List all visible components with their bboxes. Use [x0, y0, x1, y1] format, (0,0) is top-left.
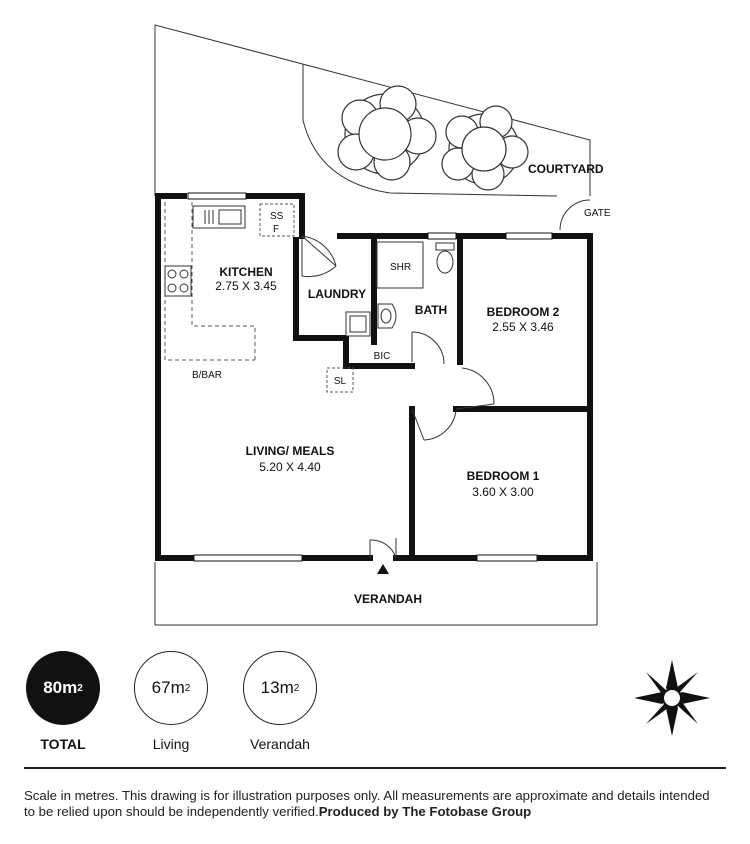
living-area-sup: 2: [184, 682, 191, 694]
toilet-icon: [436, 243, 454, 273]
verandah-label: VERANDAH: [353, 592, 423, 606]
laundry-label: LAUNDRY: [307, 287, 367, 301]
f-label: F: [273, 224, 280, 235]
bedroom2-label: BEDROOM 2: [486, 305, 560, 319]
sink-icon: [193, 206, 245, 228]
disclaimer: [24, 788, 724, 820]
bedroom1-label: BEDROOM 1: [466, 469, 540, 483]
total-area-sup: 2: [77, 682, 83, 694]
bedroom1-dims: 3.60 X 3.00: [472, 485, 534, 499]
cooktop-icon: [165, 266, 191, 296]
washing-machine-icon: [346, 312, 370, 336]
bbar-label: B/BAR: [191, 370, 223, 381]
shr-label: SHR: [390, 262, 412, 273]
tree-icon: [338, 86, 436, 180]
vanity-icon: [378, 304, 396, 328]
total-area-label: TOTAL: [40, 736, 86, 752]
sl-label: SL: [333, 376, 347, 387]
living-area-value: 67m: [151, 678, 185, 697]
window: [188, 193, 552, 561]
divider: [24, 767, 726, 769]
living-label: LIVING/ MEALS: [245, 444, 335, 458]
entry-arrow-icon: [377, 564, 389, 574]
verandah-area-label: Verandah: [250, 736, 310, 752]
total-area-value: 80m: [43, 678, 78, 697]
disclaimer-text: Scale in metres. This drawing is for illustration purposes only. All measurements are approximate and details intended to be relied upon should be independently verified.: [24, 788, 710, 819]
verandah-area-value: 13m: [260, 678, 294, 697]
verandah-area-circle: [243, 651, 317, 725]
verandah-area-sup: 2: [293, 682, 300, 694]
bic-label: BIC: [373, 351, 391, 362]
courtyard-label: COURTYARD: [528, 162, 604, 176]
gate-label: GATE: [584, 208, 611, 219]
produced-by: Produced by: [318, 804, 399, 819]
walls: [158, 196, 590, 558]
ss-label: SS: [270, 211, 284, 222]
kitchen-dims: 2.75 X 3.45: [215, 279, 277, 293]
compass-icon: [632, 658, 712, 738]
bath-label: BATH: [414, 303, 448, 317]
bedroom2-dims: 2.55 X 3.46: [492, 320, 554, 334]
company-name: The Fotobase Group: [402, 804, 532, 819]
living-area-label: Living: [152, 736, 190, 752]
living-area-circle: [134, 651, 208, 725]
tree-icon: [442, 106, 528, 190]
total-area-circle: [26, 651, 100, 725]
living-dims: 5.20 X 4.40: [259, 460, 321, 474]
door-swing: [302, 236, 494, 558]
kitchen-label: KITCHEN: [219, 265, 273, 279]
